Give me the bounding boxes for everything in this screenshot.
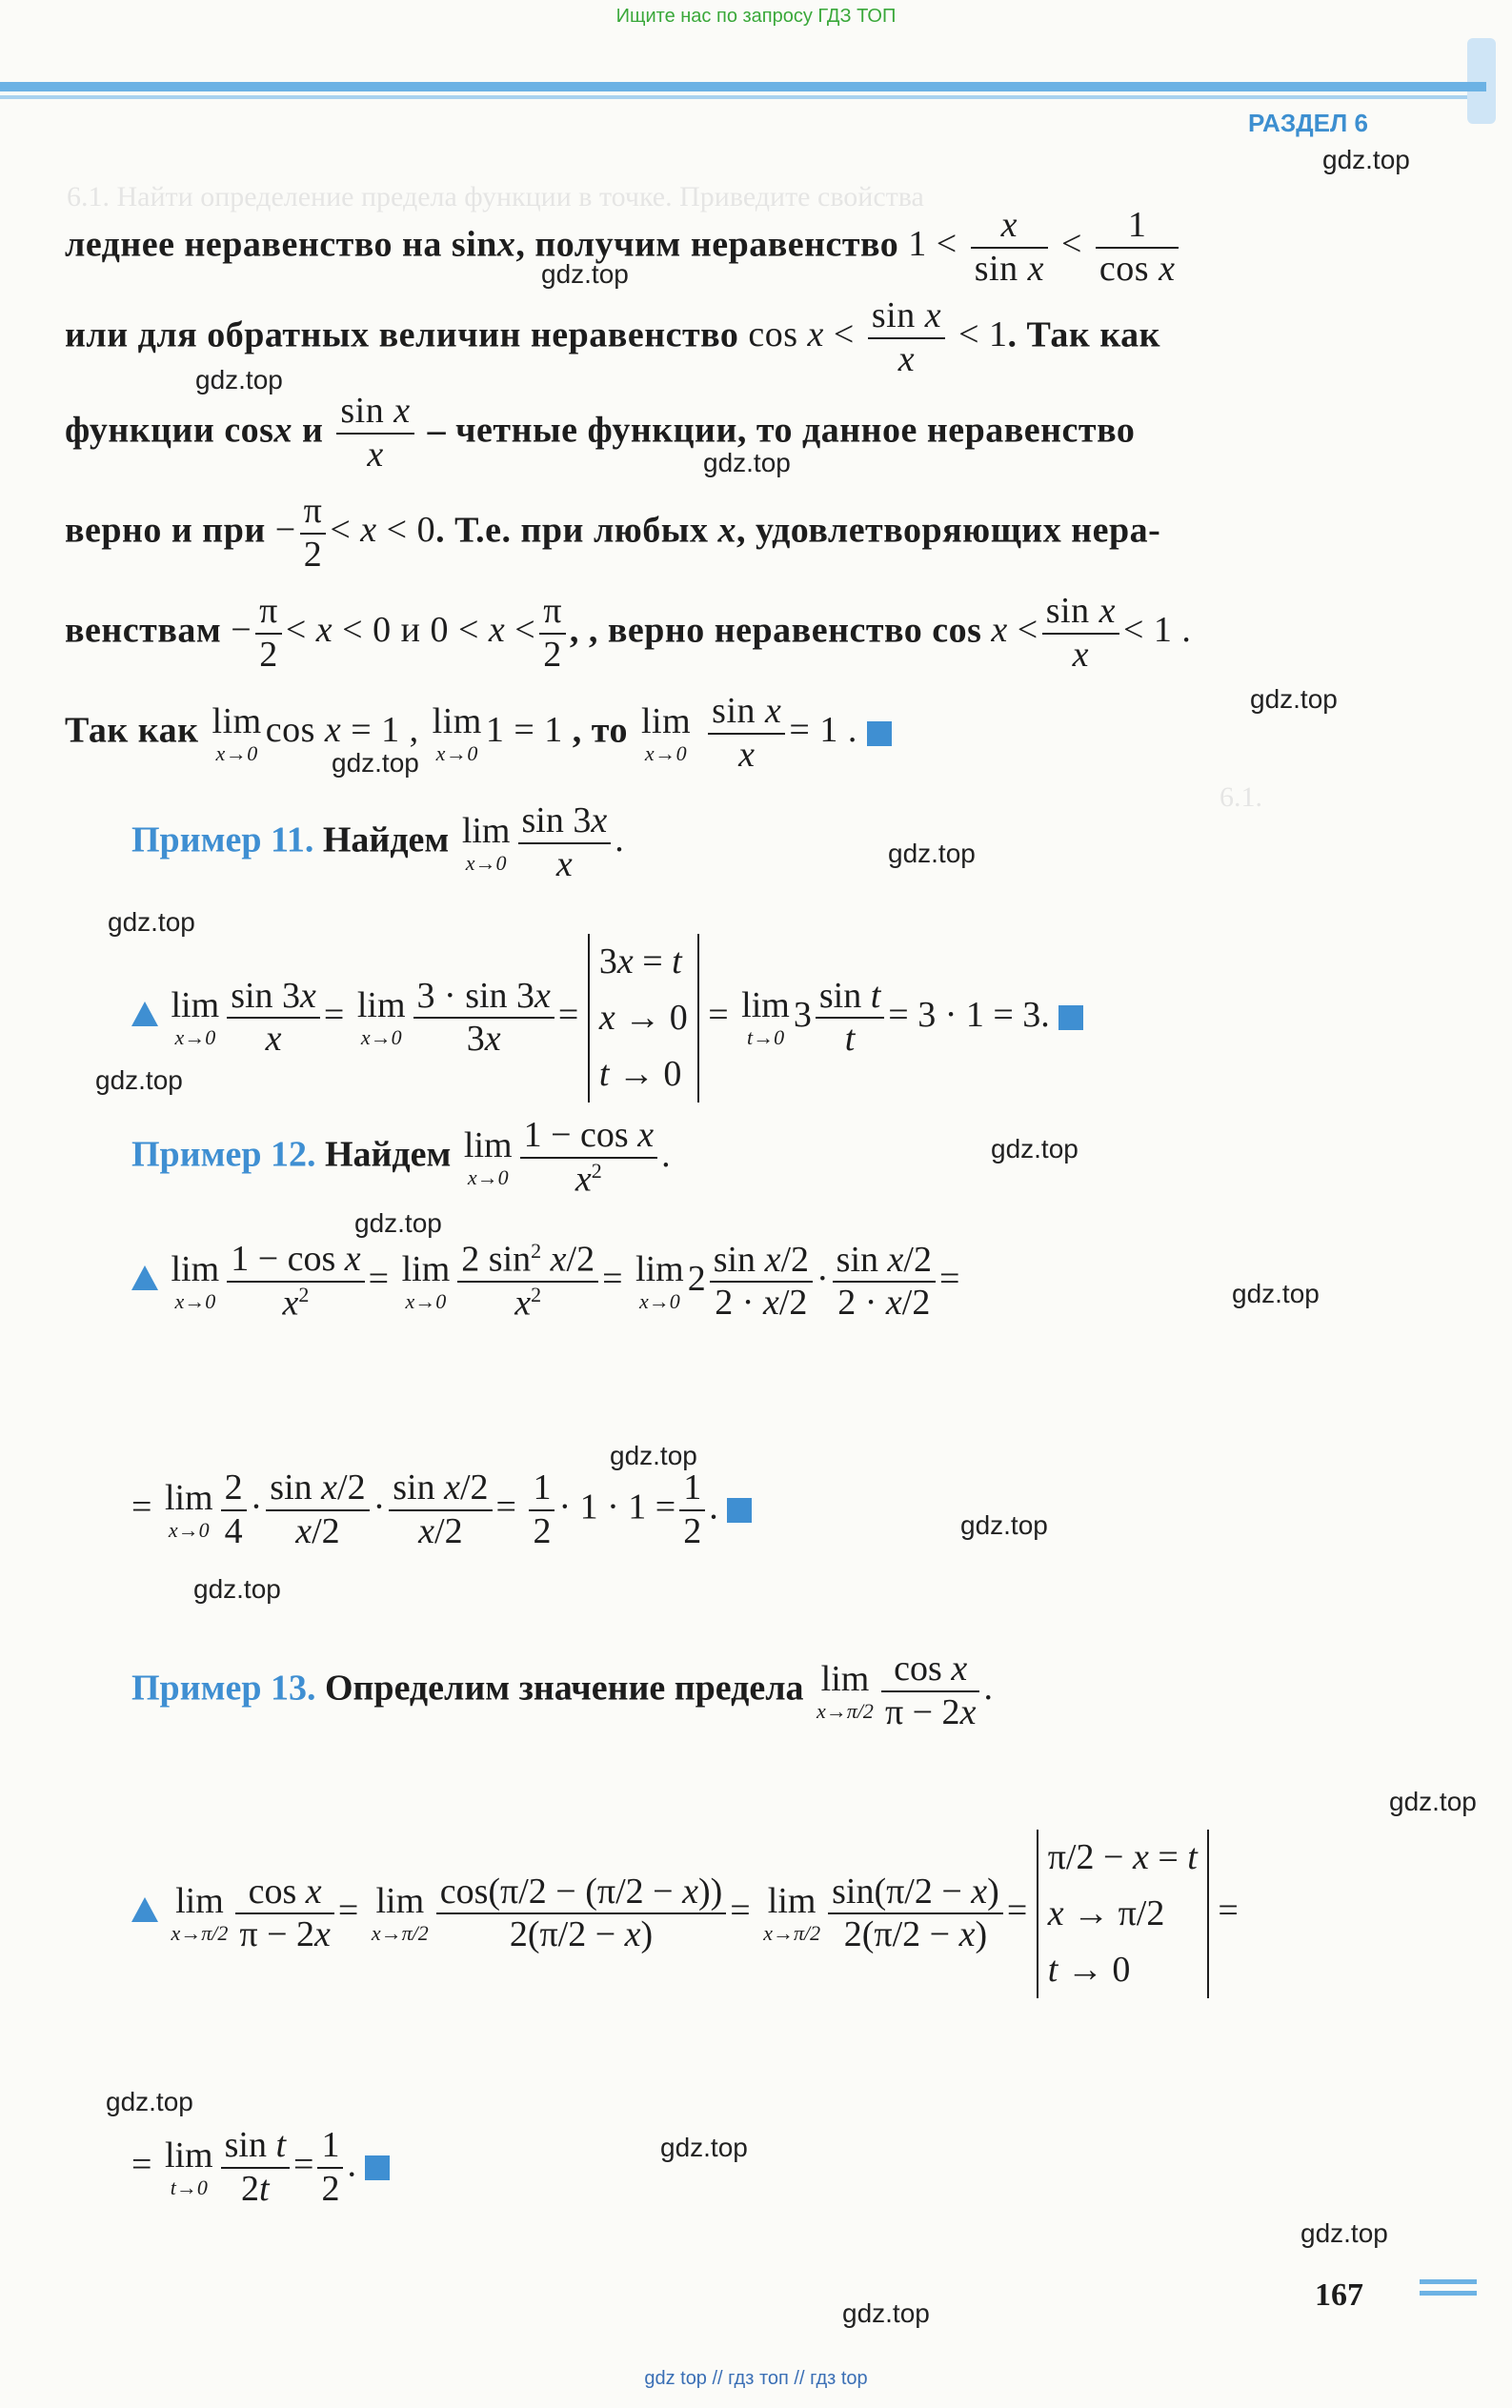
watermark: gdz.top: [195, 365, 283, 395]
fraction: $\frac{1}{2}$: [317, 2125, 343, 2210]
limit: lim x→0: [401, 1249, 451, 1314]
fraction: $\frac{1}{\text{cos x}}$: [1096, 205, 1179, 290]
fraction: $\frac{\text{sin x}}{x}$: [708, 691, 785, 776]
limit: lim t→0: [741, 985, 790, 1050]
fraction: $\frac{\text{sin x}}{x}$: [1042, 591, 1119, 676]
watermark: gdz.top: [960, 1510, 1048, 1540]
fraction: $\frac{\text{sin x}}{x}$: [868, 295, 945, 380]
text-line-4: верно и при − $\frac{\pi}{2}$ < x < 0. Т.е. при любых x, удовлетворяющих нера-: [65, 491, 1161, 575]
watermark: gdz.top: [660, 2133, 748, 2162]
limit: lim x→0: [432, 700, 482, 765]
fraction: $\frac{\sin(\pi/2 - x)}{2(\pi/2 - x)}$: [828, 1872, 1003, 1956]
header-bar-thin: [0, 95, 1467, 99]
fraction: $\frac{\text{sin x}}{x}$: [336, 391, 413, 476]
limit: lim x→0: [356, 985, 406, 1050]
fraction: $\frac{\text{1 − cos x}}{x^2}$: [227, 1239, 364, 1325]
watermark: gdz.top: [1300, 2218, 1388, 2248]
watermark: gdz.top: [991, 1134, 1079, 1164]
text-line-1: леднее неравенство на sinx, получим неравенство 1 < $\frac{x}{\text{sin x}}$ < $\frac{1}{\text{cos x}}$: [65, 205, 1182, 290]
fraction: $\frac{3 \cdot \sin 3x}{3x}$: [413, 976, 554, 1061]
example-11-solution: lim x→0 $\frac{\sin 3x}{x}$ = lim x→0 $\frac{3 \cdot \sin 3x}{3x}$ = 3x = t x → 0 t → 0 = lim t→0 3 $\frac{\text{sin t}}{t}$ = 3 · 1 = 3.: [131, 934, 1083, 1103]
example-13-solution-line-2: = lim t→0 $\frac{\text{sin t}}{2t}$ = $\frac{1}{2}$ .: [131, 2125, 390, 2210]
watermark: gdz.top: [108, 907, 195, 937]
watermark: gdz.top: [842, 2298, 930, 2328]
substitution-system: 3x = t x → 0 t → 0: [588, 934, 699, 1103]
fraction: $\frac{2 \sin^2 x/2}{x^2}$: [457, 1239, 598, 1325]
end-proof-square-icon: [1058, 1005, 1083, 1030]
example-12-solution-line-2: = lim x→0 $\frac{2}{4}$ · $\frac{\text{sin x/2}}{x/2}$ · $\frac{\text{sin x/2}}{x/2}$ = $\frac{1}{2}$ · 1 · 1 = $\frac{1}{2}$ .: [131, 1467, 752, 1552]
fraction: $\frac{\pi}{2}$: [255, 591, 282, 676]
substitution-system: π/2 − x = t x → π/2 t → 0: [1037, 1830, 1209, 1998]
watermark: gdz.top: [1322, 145, 1410, 174]
fraction: $\frac{x}{\text{sin x}}$: [971, 205, 1048, 290]
text-line-2: или для обратных величин неравенство cos x < $\frac{\text{sin x}}{x}$ < 1. Так как: [65, 295, 1161, 379]
limit: lim x→π/2: [171, 1881, 229, 1946]
limit: lim x→π/2: [763, 1881, 821, 1946]
section-label: РАЗДЕЛ 6: [1248, 109, 1368, 137]
bleed-through-text: 6.1. Найти определение предела функции в точке. Приведите свойства: [67, 181, 924, 212]
corner-decoration: [1467, 38, 1496, 124]
watermark: gdz.top: [610, 1441, 697, 1470]
limit: lim t→0: [164, 2135, 213, 2199]
fraction: $\frac{\text{sin x/2}}{2 \cdot x/2}$: [833, 1240, 936, 1325]
page-decoration-bars: [1420, 2279, 1477, 2302]
limit: lim x→0: [171, 1249, 220, 1314]
fraction: $\frac{\text{sin t}}{t}$: [816, 976, 884, 1061]
watermark: gdz.top: [193, 1574, 281, 1604]
solution-start-triangle-icon: [131, 1002, 158, 1026]
fraction: $\frac{\cos(\pi/2 - (\pi/2 - x))}{2(\pi/2 - x)}$: [436, 1872, 727, 1956]
example-12-solution-line-1: lim x→0 $\frac{\text{1 − cos x}}{x^2}$ = lim x→0 $\frac{2 \sin^2 x/2}{x^2}$ = lim x→0 2 $\frac{\text{sin x/2}}{2 \cdot x/2}$ · $\frac{\text{sin x/2}}{2 \cdot x/2}$ =: [131, 1239, 959, 1325]
fraction: $\frac{\sin 3x}{x}$: [227, 976, 320, 1061]
top-banner[interactable]: Ищите нас по запросу ГДЗ ТОП: [615, 6, 897, 27]
watermark: gdz.top: [354, 1208, 442, 1238]
fraction: $\frac{\text{sin x/2}}{2 \cdot x/2}$: [710, 1240, 813, 1325]
limit: lim x→0: [461, 810, 511, 875]
text-line-6: Так как lim x→0 cos x = 1 , lim x→0 1 = 1 , то lim x→0 $\frac{\text{sin x}}{x}$ = 1 .: [65, 691, 892, 776]
watermark: gdz.top: [1389, 1787, 1477, 1816]
watermark: gdz.top: [332, 748, 419, 778]
example-13-heading: Пример 13. Определим значение предела lim x→π/2 $\frac{\text{cos x}}{\pi - 2x}$ .: [131, 1649, 993, 1732]
fraction: $\frac{1}{2}$: [529, 1467, 554, 1552]
example-12-heading: Пример 12. Найдем lim x→0 $\frac{\text{1 − cos x}}{x^2}$ .: [131, 1115, 671, 1200]
fraction: $\frac{\pi}{2}$: [539, 591, 566, 676]
limit: lim x→0: [212, 700, 262, 765]
fraction: $\frac{\text{sin x/2}}{x/2}$: [389, 1467, 492, 1552]
limit: lim x→0: [463, 1125, 513, 1190]
header-bar: [0, 82, 1486, 91]
limit: lim x→0: [164, 1477, 213, 1542]
watermark: gdz.top: [541, 259, 629, 289]
fraction: $\frac{\text{cos x}}{\pi - 2x}$: [235, 1872, 334, 1956]
solution-start-triangle-icon: [131, 1265, 158, 1290]
text-line-5: венствам − $\frac{\pi}{2}$ < x < 0 и 0 < x < $\frac{\pi}{2}$ , , верно неравенство cos x < $\frac{\text{sin x}}{x}$ < 1 .: [65, 591, 1192, 675]
bleed-through-text: 6.1.: [1220, 781, 1262, 813]
fraction: $\frac{\text{1 − cos x}}{x^2}$: [520, 1115, 657, 1201]
fraction: $\frac{1}{2}$: [679, 1467, 705, 1552]
limit: lim x→0: [171, 985, 220, 1050]
fraction: $\frac{\text{cos x}}{\pi - 2x}$: [881, 1649, 980, 1733]
text-line-3: функции cosx и $\frac{\text{sin x}}{x}$ – четные функции, то данное неравенство: [65, 391, 1136, 475]
solution-start-triangle-icon: [131, 1897, 158, 1922]
fraction: $\frac{2}{4}$: [221, 1467, 247, 1552]
limit: lim x→π/2: [371, 1881, 429, 1946]
fraction: $\frac{\pi}{2}$: [300, 491, 327, 576]
end-proof-square-icon: [365, 2155, 390, 2180]
watermark: gdz.top: [106, 2087, 193, 2116]
end-proof-square-icon: [727, 1498, 752, 1523]
limit: lim x→π/2: [816, 1658, 874, 1723]
fraction: $\frac{\sin 3x}{x}$: [518, 800, 612, 885]
example-13-solution-line-1: lim x→π/2 $\frac{\text{cos x}}{\pi - 2x}$ = lim x→π/2 $\frac{\cos(\pi/2 - (\pi/2 - x))}{2(\pi/2 - x)}$ = lim x→π/2 $\frac{\sin(\pi/2 - x)}{2(\pi/2 - x)}$ = π/2 − x = t x → π/2 t → 0 =: [131, 1830, 1239, 1998]
example-11-heading: Пример 11. Найдем lim x→0 $\frac{\sin 3x}{x}$ .: [131, 800, 624, 884]
footer-links[interactable]: gdz top // гдз топ // гдз top: [644, 2368, 868, 2389]
watermark: gdz.top: [1250, 684, 1338, 714]
watermark: gdz.top: [95, 1065, 183, 1095]
limit: lim x→0: [635, 1249, 684, 1314]
watermark: gdz.top: [703, 448, 791, 477]
page-number: 167: [1315, 2277, 1363, 2313]
fraction: $\frac{\text{sin t}}{2t}$: [221, 2125, 290, 2210]
limit: lim x→0: [640, 700, 692, 765]
watermark: gdz.top: [888, 839, 976, 868]
watermark: gdz.top: [1232, 1279, 1320, 1308]
end-proof-square-icon: [867, 721, 892, 746]
fraction: $\frac{\text{sin x/2}}{x/2}$: [266, 1467, 369, 1552]
